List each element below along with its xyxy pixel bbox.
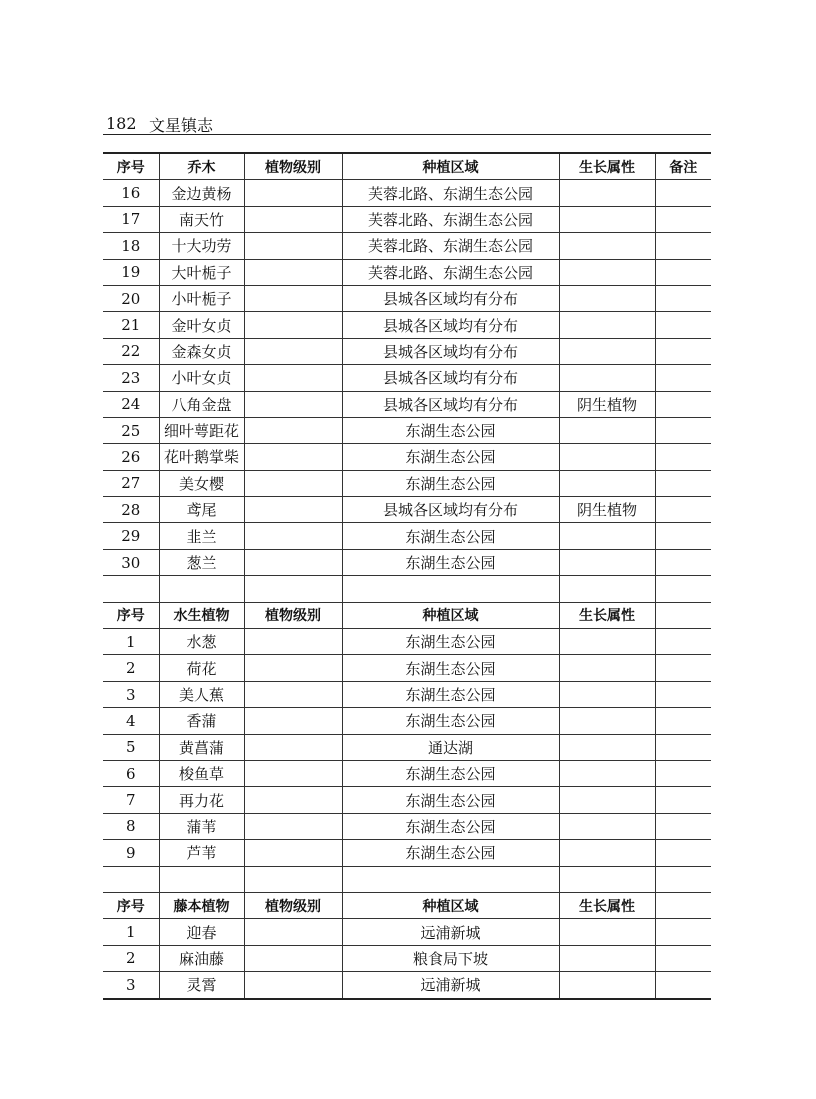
table-row <box>103 919 711 945</box>
cell-seq: 20 <box>103 285 159 311</box>
cell-seq: 21 <box>103 312 159 338</box>
cell-planting-area: 东湖生态公园 <box>342 417 559 443</box>
cell-planting-area: 东湖生态公园 <box>342 470 559 496</box>
table-row <box>103 444 711 470</box>
page-header <box>103 112 711 135</box>
cell-plant-name: 芦苇 <box>159 840 244 866</box>
cell-seq: 2 <box>103 655 159 681</box>
cell-planting-area <box>342 576 559 602</box>
header-growth-attribute: 生长属性 <box>559 892 655 918</box>
cell-plant-level <box>244 813 342 839</box>
cell-seq: 5 <box>103 734 159 760</box>
cell-growth-attribute <box>559 365 655 391</box>
cell-growth-attribute <box>559 945 655 971</box>
cell-planting-area: 芙蓉北路、东湖生态公园 <box>342 180 559 206</box>
table-row <box>103 576 711 602</box>
cell-remark <box>655 497 711 523</box>
table-row <box>103 549 711 575</box>
table-row <box>103 417 711 443</box>
table-row <box>103 629 711 655</box>
cell-growth-attribute <box>559 840 655 866</box>
table-row <box>103 760 711 786</box>
cell-seq <box>103 866 159 892</box>
cell-plant-name: 麻油藤 <box>159 945 244 971</box>
cell-plant-level <box>244 180 342 206</box>
cell-seq: 22 <box>103 338 159 364</box>
cell-seq: 4 <box>103 708 159 734</box>
table-row <box>103 312 711 338</box>
cell-remark <box>655 629 711 655</box>
cell-plant-level <box>244 708 342 734</box>
cell-growth-attribute: 阴生植物 <box>559 391 655 417</box>
cell-plant-level <box>244 945 342 971</box>
section-header-row <box>103 892 711 918</box>
cell-plant-level <box>244 312 342 338</box>
table-row <box>103 180 711 206</box>
table-row <box>103 523 711 549</box>
header-seq: 序号 <box>103 892 159 918</box>
cell-planting-area: 县城各区域均有分布 <box>342 497 559 523</box>
table-row <box>103 285 711 311</box>
cell-remark <box>655 285 711 311</box>
table-row <box>103 945 711 971</box>
cell-plant-name: 南天竹 <box>159 206 244 232</box>
header-plant-name: 水生植物 <box>159 602 244 628</box>
header-seq: 序号 <box>103 153 159 180</box>
cell-remark <box>655 972 711 999</box>
cell-remark <box>655 681 711 707</box>
cell-growth-attribute <box>559 470 655 496</box>
table-row <box>103 497 711 523</box>
cell-plant-level <box>244 787 342 813</box>
cell-seq: 2 <box>103 945 159 971</box>
cell-growth-attribute <box>559 734 655 760</box>
cell-seq: 23 <box>103 365 159 391</box>
cell-plant-name: 鸢尾 <box>159 497 244 523</box>
header-remark <box>655 602 711 628</box>
cell-growth-attribute <box>559 338 655 364</box>
cell-remark <box>655 259 711 285</box>
cell-planting-area: 远浦新城 <box>342 972 559 999</box>
table-row <box>103 391 711 417</box>
cell-seq: 29 <box>103 523 159 549</box>
cell-remark <box>655 708 711 734</box>
cell-seq: 1 <box>103 629 159 655</box>
book-title: 文星镇志 <box>149 116 214 135</box>
cell-planting-area: 东湖生态公园 <box>342 444 559 470</box>
cell-plant-level <box>244 734 342 760</box>
cell-plant-level <box>244 919 342 945</box>
cell-plant-level <box>244 840 342 866</box>
cell-plant-level <box>244 866 342 892</box>
cell-planting-area: 芙蓉北路、东湖生态公园 <box>342 233 559 259</box>
cell-seq: 17 <box>103 206 159 232</box>
section-header-row <box>103 602 711 628</box>
header-growth-attribute: 生长属性 <box>559 153 655 180</box>
cell-seq: 3 <box>103 972 159 999</box>
cell-growth-attribute <box>559 708 655 734</box>
cell-plant-name: 迎春 <box>159 919 244 945</box>
cell-plant-level <box>244 285 342 311</box>
cell-plant-name <box>159 576 244 602</box>
cell-remark <box>655 576 711 602</box>
cell-plant-level <box>244 497 342 523</box>
cell-growth-attribute <box>559 655 655 681</box>
cell-growth-attribute <box>559 681 655 707</box>
cell-planting-area: 东湖生态公园 <box>342 840 559 866</box>
cell-remark <box>655 866 711 892</box>
header-growth-attribute: 生长属性 <box>559 602 655 628</box>
cell-seq: 25 <box>103 417 159 443</box>
cell-planting-area: 东湖生态公园 <box>342 655 559 681</box>
cell-plant-level <box>244 523 342 549</box>
cell-planting-area: 东湖生态公园 <box>342 787 559 813</box>
table-row <box>103 259 711 285</box>
cell-planting-area: 通达湖 <box>342 734 559 760</box>
table-row <box>103 866 711 892</box>
cell-seq: 7 <box>103 787 159 813</box>
cell-growth-attribute <box>559 760 655 786</box>
cell-plant-level <box>244 391 342 417</box>
cell-seq: 19 <box>103 259 159 285</box>
table-row <box>103 840 711 866</box>
cell-plant-name: 水葱 <box>159 629 244 655</box>
cell-growth-attribute <box>559 866 655 892</box>
cell-growth-attribute <box>559 444 655 470</box>
cell-growth-attribute <box>559 787 655 813</box>
cell-plant-name <box>159 866 244 892</box>
cell-growth-attribute <box>559 312 655 338</box>
cell-planting-area: 远浦新城 <box>342 919 559 945</box>
cell-remark <box>655 312 711 338</box>
cell-seq: 30 <box>103 549 159 575</box>
cell-plant-name: 再力花 <box>159 787 244 813</box>
cell-plant-name: 灵霄 <box>159 972 244 999</box>
cell-planting-area: 东湖生态公园 <box>342 523 559 549</box>
cell-remark <box>655 180 711 206</box>
cell-plant-name: 美女樱 <box>159 470 244 496</box>
cell-planting-area: 东湖生态公园 <box>342 681 559 707</box>
header-plant-level: 植物级别 <box>244 602 342 628</box>
cell-plant-level <box>244 629 342 655</box>
cell-remark <box>655 365 711 391</box>
cell-seq: 16 <box>103 180 159 206</box>
cell-growth-attribute: 阴生植物 <box>559 497 655 523</box>
header-planting-area: 种植区域 <box>342 153 559 180</box>
cell-plant-name: 荷花 <box>159 655 244 681</box>
cell-planting-area: 芙蓉北路、东湖生态公园 <box>342 259 559 285</box>
cell-growth-attribute <box>559 919 655 945</box>
cell-plant-level <box>244 417 342 443</box>
cell-plant-name: 十大功劳 <box>159 233 244 259</box>
cell-plant-level <box>244 259 342 285</box>
page-number: 182 <box>106 114 137 133</box>
cell-seq: 24 <box>103 391 159 417</box>
cell-remark <box>655 206 711 232</box>
cell-remark <box>655 444 711 470</box>
table-row <box>103 813 711 839</box>
cell-plant-level <box>244 444 342 470</box>
cell-plant-level <box>244 365 342 391</box>
cell-planting-area: 东湖生态公园 <box>342 760 559 786</box>
cell-remark <box>655 734 711 760</box>
cell-remark <box>655 549 711 575</box>
cell-remark <box>655 391 711 417</box>
header-remark: 备注 <box>655 153 711 180</box>
cell-remark <box>655 233 711 259</box>
cell-remark <box>655 417 711 443</box>
cell-plant-name: 梭鱼草 <box>159 760 244 786</box>
cell-growth-attribute <box>559 233 655 259</box>
header-plant-level: 植物级别 <box>244 153 342 180</box>
cell-planting-area: 县城各区域均有分布 <box>342 285 559 311</box>
header-plant-name: 藤本植物 <box>159 892 244 918</box>
table-row <box>103 365 711 391</box>
cell-plant-name: 香蒲 <box>159 708 244 734</box>
cell-plant-name: 八角金盘 <box>159 391 244 417</box>
table-row <box>103 655 711 681</box>
cell-plant-name: 细叶萼距花 <box>159 417 244 443</box>
header-planting-area: 种植区域 <box>342 892 559 918</box>
cell-growth-attribute <box>559 259 655 285</box>
cell-plant-name: 金边黄杨 <box>159 180 244 206</box>
table-row <box>103 206 711 232</box>
header-rule <box>103 134 711 135</box>
cell-plant-name: 花叶鹅掌柴 <box>159 444 244 470</box>
cell-planting-area: 东湖生态公园 <box>342 629 559 655</box>
cell-remark <box>655 813 711 839</box>
table-row <box>103 470 711 496</box>
cell-planting-area: 县城各区域均有分布 <box>342 391 559 417</box>
cell-remark <box>655 338 711 364</box>
cell-remark <box>655 655 711 681</box>
cell-planting-area: 粮食局下坡 <box>342 945 559 971</box>
cell-seq: 8 <box>103 813 159 839</box>
cell-growth-attribute <box>559 285 655 311</box>
header-seq: 序号 <box>103 602 159 628</box>
cell-plant-name: 韭兰 <box>159 523 244 549</box>
cell-plant-level <box>244 233 342 259</box>
cell-plant-level <box>244 655 342 681</box>
cell-plant-level <box>244 338 342 364</box>
header-remark <box>655 892 711 918</box>
cell-plant-level <box>244 549 342 575</box>
table-row <box>103 338 711 364</box>
cell-planting-area: 芙蓉北路、东湖生态公园 <box>342 206 559 232</box>
section-header-row <box>103 153 711 180</box>
cell-plant-name: 美人蕉 <box>159 681 244 707</box>
cell-seq: 26 <box>103 444 159 470</box>
cell-plant-name: 金叶女贞 <box>159 312 244 338</box>
cell-planting-area <box>342 866 559 892</box>
cell-seq: 3 <box>103 681 159 707</box>
plant-table <box>103 152 711 1000</box>
table-row <box>103 233 711 259</box>
cell-growth-attribute <box>559 576 655 602</box>
cell-remark <box>655 523 711 549</box>
table-row <box>103 787 711 813</box>
header-plant-level: 植物级别 <box>244 892 342 918</box>
cell-planting-area: 东湖生态公园 <box>342 549 559 575</box>
cell-planting-area: 县城各区域均有分布 <box>342 338 559 364</box>
cell-seq: 27 <box>103 470 159 496</box>
cell-plant-level <box>244 206 342 232</box>
cell-seq: 28 <box>103 497 159 523</box>
cell-plant-name: 小叶栀子 <box>159 285 244 311</box>
cell-remark <box>655 945 711 971</box>
cell-plant-level <box>244 576 342 602</box>
cell-plant-level <box>244 760 342 786</box>
cell-seq: 18 <box>103 233 159 259</box>
cell-plant-name: 葱兰 <box>159 549 244 575</box>
cell-seq: 9 <box>103 840 159 866</box>
cell-growth-attribute <box>559 180 655 206</box>
cell-plant-name: 小叶女贞 <box>159 365 244 391</box>
cell-plant-name: 金森女贞 <box>159 338 244 364</box>
table-row <box>103 681 711 707</box>
cell-plant-name: 黄菖蒲 <box>159 734 244 760</box>
cell-remark <box>655 840 711 866</box>
cell-remark <box>655 919 711 945</box>
cell-planting-area: 东湖生态公园 <box>342 708 559 734</box>
cell-plant-level <box>244 470 342 496</box>
cell-planting-area: 县城各区域均有分布 <box>342 365 559 391</box>
cell-planting-area: 东湖生态公园 <box>342 813 559 839</box>
cell-seq: 6 <box>103 760 159 786</box>
cell-growth-attribute <box>559 523 655 549</box>
cell-seq: 1 <box>103 919 159 945</box>
cell-growth-attribute <box>559 549 655 575</box>
cell-growth-attribute <box>559 417 655 443</box>
cell-remark <box>655 787 711 813</box>
cell-plant-name: 蒲苇 <box>159 813 244 839</box>
cell-growth-attribute <box>559 206 655 232</box>
header-plant-name: 乔木 <box>159 153 244 180</box>
cell-growth-attribute <box>559 972 655 999</box>
header-planting-area: 种植区域 <box>342 602 559 628</box>
cell-remark <box>655 760 711 786</box>
cell-plant-level <box>244 972 342 999</box>
cell-plant-level <box>244 681 342 707</box>
cell-growth-attribute <box>559 629 655 655</box>
table-row <box>103 972 711 999</box>
cell-remark <box>655 470 711 496</box>
cell-planting-area: 县城各区域均有分布 <box>342 312 559 338</box>
cell-seq <box>103 576 159 602</box>
cell-growth-attribute <box>559 813 655 839</box>
table-row <box>103 734 711 760</box>
table-row <box>103 708 711 734</box>
cell-plant-name: 大叶栀子 <box>159 259 244 285</box>
